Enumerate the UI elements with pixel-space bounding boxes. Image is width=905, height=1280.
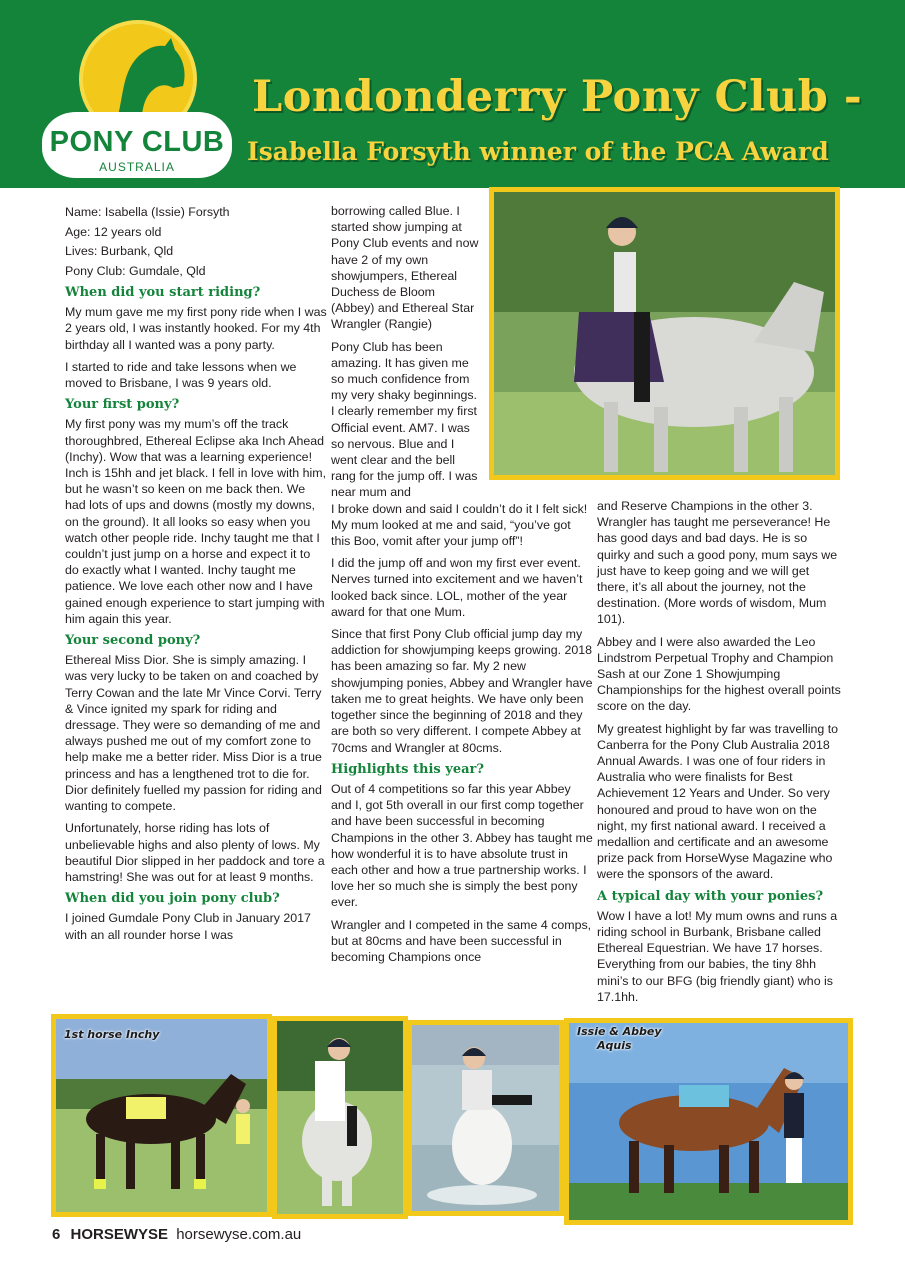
caption-aquis: Aquis <box>597 1039 632 1052</box>
pony-club-logo <box>42 20 232 178</box>
paragraph: I started to ride and take lessons when we moved to Brisbane, I was 9 years old. <box>65 359 297 391</box>
heading-typical-day: A typical day with your ponies? <box>597 888 824 904</box>
page-title: Londonderry Pony Club - <box>252 72 863 122</box>
paragraph: and Reserve Champions in the other 3. Wrangler has taught me perseverance! He has good days and bad days. He is so quirky and such a good pony, mum says we just have to keep going and we will get there, it’s all about the journey, not the destination. (More words of wisdom, Mum 101). <box>597 499 838 627</box>
paragraph: My greatest highlight by far was travelling to Canberra for the Pony Club Australia 2018 Annual Awards. I was one of four riders in Australia who were finalists for Best Achievement 12 Years and Under. So very honoured and proud to have won on the night, my first national award. I received a medallion and certificate and an awesome prize pack from HorseWyse Magazine who were the sponsors of the award. <box>597 721 839 882</box>
article-column-3 <box>597 498 843 1011</box>
heading-first-pony: Your first pony? <box>65 397 180 413</box>
paragraph: I broke down and said I couldn’t do it I felt sick! My mum looked at me and said, “you’ve got this Boo, vomit after your jump off”! <box>331 501 588 549</box>
profile-club: Pony Club: Gumdale, Qld <box>65 263 206 278</box>
paragraph: I joined Gumdale Pony Club in January 2017 with an all rounder horse I was <box>65 911 311 942</box>
paragraph: Ethereal Miss Dior. She is simply amazing. I was very lucky to be taken on and coached by Terry Cowan and the late Mr Vince Corvi. Terry & Vince ignited my spark for riding and dressage. They were so demanding of me and always pushed me out of my comfort zone to help make me a better rider. Miss Dior is a true princess and has a lengthened trot to die for. Dior definitely fuelled my passion for riding and wanting to compete. <box>65 653 322 814</box>
paragraph: Since that first Pony Club official jump day my addiction for showjumping keeps growing. 2018 has been amazing so far. My 2 new showjumping ponies, Abbey and Wrangler have taken me to great heights. We have only been together since the beginning of 2018 and they are both so very different. I compete Abbey at 70cms and Wrangler at 80cms. <box>331 627 593 755</box>
paragraph: Abbey and I were also awarded the Leo Lindstrom Perpetual Trophy and Champion Sash at our Zone 1 Showjumping Championships for the highest overall points score on the day. <box>597 634 841 714</box>
heading-start-riding: When did you start riding? <box>65 285 261 300</box>
paragraph: Pony Club has been amazing. It has given me so much confidence from my very shaky beginnings. I clearly remember my first Official event. AM7. I was so nervous. Blue and I went clear and the bell rang for the jump off. I was near mum and <box>331 339 478 500</box>
paragraph: Wow I have a lot! My mum owns and runs a riding school in Burbank, Brisbane called Ethereal Equestrian. We have 17 horses. Everything from our babies, the tiny 8hh mini’s to our BFG (big friendly giant) who is 17.1hh. <box>597 908 838 1004</box>
profile-age: Age: 12 years old <box>65 224 162 239</box>
logo-brand-text: PONY CLUB <box>49 126 225 158</box>
heading-join-pony-club: When did you join pony club? <box>65 891 280 907</box>
page-footer <box>52 1226 301 1243</box>
heading-second-pony: Your second pony? <box>65 633 201 649</box>
paragraph: My mum gave me my first pony ride when I was 2 years old, I was instantly hooked. For my 4th birthday all I wanted was a pony party. <box>65 305 327 352</box>
caption-issie-abbey: Issie & Abbey <box>577 1025 662 1038</box>
profile-lives: Lives: Burbank, Qld <box>65 244 174 258</box>
header-banner <box>0 0 905 188</box>
caption-inchy: 1st horse Inchy <box>64 1028 160 1041</box>
photo-first-horse-inchy <box>51 1014 272 1217</box>
photo-rider-grey-pony-field <box>272 1016 408 1219</box>
photo-rider-on-grey-pony <box>489 187 840 480</box>
magazine-name: HORSEWYSE <box>70 1226 169 1243</box>
paragraph: Wrangler and I competed in the same 4 comps, but at 80cms and have been successful in becoming Champions once <box>331 917 592 964</box>
paragraph: Out of 4 competitions so far this year Abbey and I, got 5th overall in our first comp together and have been successful in becoming Champions in the other 3. Abbey has taught me how wonderful it is to have absolute trust in each other and how a true partnership works. I love her so much she is simply the best pony ever. <box>331 781 593 910</box>
article-column-1 <box>65 203 327 949</box>
page-subtitle: Isabella Forsyth winner of the PCA Award <box>247 137 829 166</box>
page-number: 6 <box>52 1226 61 1243</box>
paragraph: borrowing called Blue. I started show jumping at Pony Club events and now have 2 of my own showjumpers, Ethereal Duchess de Bloom (Abbey) and Ethereal Star Wrangler (Rangie) <box>331 204 479 332</box>
magazine-url: horsewyse.com.au <box>176 1226 302 1243</box>
photo-rider-in-water <box>407 1020 564 1216</box>
paragraph: Unfortunately, horse riding has lots of unbelievable highs and also plenty of lows. My beautiful Dior slipped in her paddock and tore a hamstring! She was out for at least 9 months. <box>65 821 325 884</box>
paragraph: My first pony was my mum’s off the track thoroughbred, Ethereal Eclipse aka Inch Ahead (Inchy). Wow that was a learning experience! Inch is 15hh and jet black. I fell in love with him, but he wasn’t so keen on me back then. We had lots of ups and downs (mostly my downs, on the ground). It all looks so easy when you watch other people ride. Inchy taught me that I couldn’t just jump on a horse and expect it to do exactly what I wanted. Inchy taught me patience. We love each other now and I have gained enough experience to start jumping with him again this year. <box>65 417 327 626</box>
profile-name: Name: Isabella (Issie) Forsyth <box>65 205 230 219</box>
logo-country-text: AUSTRALIA <box>99 160 175 174</box>
heading-highlights: Highlights this year? <box>331 761 484 777</box>
profile-block <box>65 203 327 281</box>
paragraph: I did the jump off and won my first ever event. Nerves turned into excitement and we haven’t looked back since. LOL, mother of the year award for that one Mum. <box>331 556 583 619</box>
